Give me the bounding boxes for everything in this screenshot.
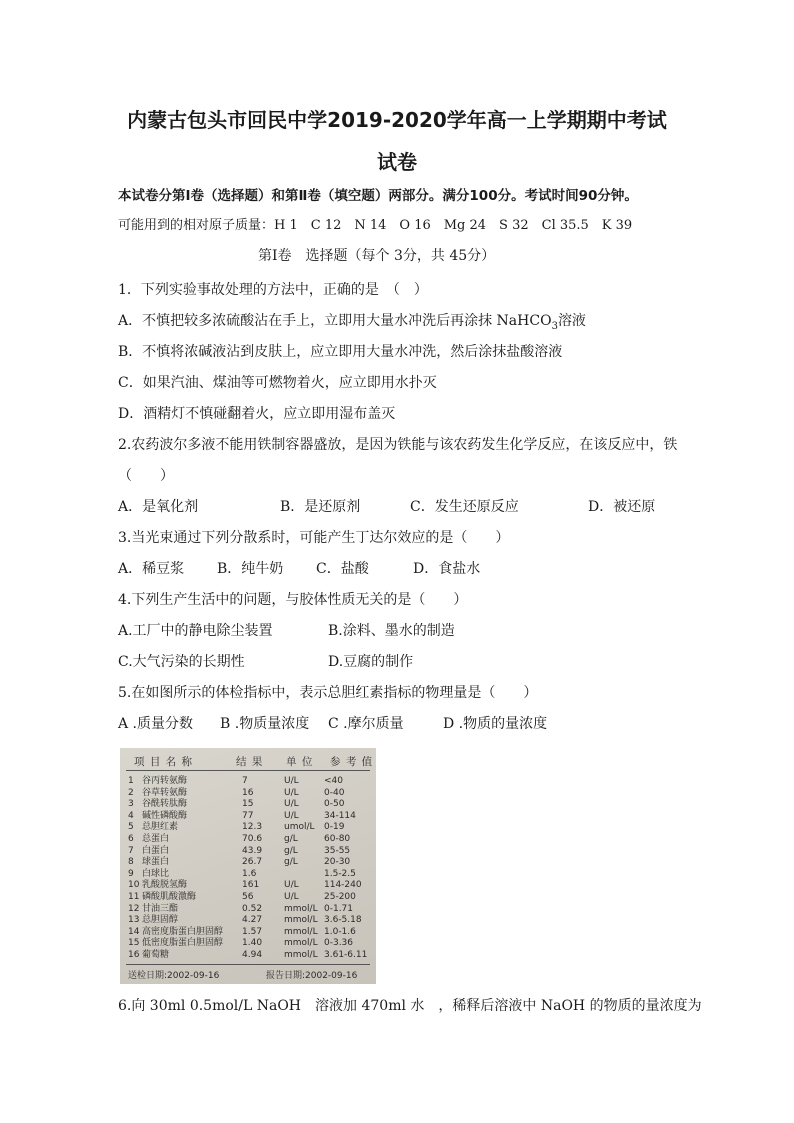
exam-intro: 本试卷分第Ⅰ卷（选择题）和第Ⅱ卷（填空题）两部分。满分100分。考试时间90分钟。	[118, 188, 638, 204]
row-result: 4.94	[242, 950, 263, 960]
row-unit: g/L	[284, 845, 298, 856]
q2-stem: 2.农药波尔多液不能用铁制容器盛放，是因为铁能与该农药发生化学反应，在该反应中，铁	[118, 437, 678, 453]
row-range: 34-114	[324, 810, 356, 821]
row-index: 16	[128, 950, 140, 960]
row-index: 3	[128, 799, 134, 810]
row-item: 甘油三酯	[142, 903, 179, 914]
row-item: 谷丙转氨酶	[142, 776, 188, 786]
row-unit: mmol/L	[284, 926, 318, 937]
row-item: 磷酸肌酸激酶	[142, 892, 197, 902]
row-result: 70.6	[242, 834, 263, 844]
header-divider	[126, 770, 370, 771]
row-result: 161	[242, 880, 260, 891]
row-index: 8	[128, 857, 134, 868]
row-item: 谷酰转肽酶	[142, 799, 188, 810]
q4-stem: 4.下列生产生活中的问题，与胶体性质无关的是（ ）	[118, 592, 468, 608]
report-date: 报告日期:2002-09-16	[266, 971, 358, 981]
row-range: 1.5-2.5	[324, 868, 356, 879]
header-reference: 参 考 值	[330, 756, 374, 768]
row-unit: U/L	[284, 892, 299, 902]
row-result: 1.40	[242, 938, 263, 949]
row-range: 3.61-6.11	[324, 950, 368, 960]
q4-option-a: A.工厂中的静电除尘装置	[118, 623, 273, 639]
row-item: 白蛋白	[142, 845, 170, 856]
row-item: 葡萄糖	[142, 950, 170, 960]
q1-option-c: C．如果汽油、煤油等可燃物着火，应立即用水扑灭	[118, 375, 437, 391]
row-item: 总蛋白	[142, 834, 170, 844]
row-range: 3.6-5.18	[324, 915, 362, 926]
row-range: 25-200	[324, 892, 356, 902]
row-unit: g/L	[284, 834, 298, 844]
q2-option-b: B．是还原剂	[280, 499, 361, 515]
row-unit: mmol/L	[284, 915, 318, 926]
row-result: 7	[242, 776, 248, 786]
row-range: 0-50	[324, 799, 345, 810]
row-index: 4	[128, 810, 134, 821]
row-result: 0.52	[242, 903, 263, 914]
row-unit: umol/L	[284, 822, 315, 833]
row-result: 1.57	[242, 926, 263, 937]
row-index: 11	[128, 892, 140, 902]
row-result: 77	[242, 810, 254, 821]
exam-title-line2: 试卷	[377, 150, 417, 174]
row-range: 20-30	[324, 857, 351, 868]
q4-option-c: C.大气污染的长期性	[118, 654, 245, 670]
row-unit: U/L	[284, 776, 299, 786]
q4-option-b: B.涂料、墨水的制造	[328, 623, 455, 639]
row-index: 1	[128, 776, 134, 786]
row-unit: U/L	[284, 880, 299, 891]
row-range: 0-3.36	[324, 938, 354, 949]
row-result: 1.6	[242, 868, 257, 879]
row-range: 35-55	[324, 845, 351, 856]
row-item: 白球比	[142, 868, 170, 879]
row-index: 2	[128, 787, 134, 798]
q5-option-a: A .质量分数	[118, 716, 194, 732]
row-item: 谷草转氨酶	[142, 787, 188, 798]
row-result: 12.3	[242, 822, 263, 833]
q3-option-c: C．盐酸	[316, 561, 369, 577]
row-index: 12	[128, 903, 140, 914]
row-unit: U/L	[284, 799, 299, 810]
row-result: 43.9	[242, 845, 263, 856]
row-range: 0-1.71	[324, 903, 354, 914]
q2-option-d: D．被还原	[588, 499, 656, 515]
row-item: 总胆红素	[142, 822, 179, 833]
row-item: 乳酸脱氢酶	[142, 880, 188, 891]
q4-option-d: D.豆腐的制作	[328, 654, 414, 670]
row-range: 1.0-1.6	[324, 926, 356, 937]
q1-option-d: D．酒精灯不慎碰翻着火，应立即用湿布盖灭	[118, 406, 396, 422]
row-result: 56	[242, 892, 254, 902]
row-index: 15	[128, 938, 140, 949]
row-index: 6	[128, 834, 134, 844]
row-item: 碱性磷酸酶	[142, 810, 188, 821]
row-item: 总胆固醇	[142, 915, 179, 926]
send-date: 送检日期:2002-09-16	[128, 971, 220, 981]
row-index: 9	[128, 868, 134, 879]
header-result: 结 果	[236, 756, 264, 768]
row-unit: U/L	[284, 810, 299, 821]
q3-stem: 3.当光束通过下列分散系时，可能产生丁达尔效应的是（ ）	[118, 530, 510, 546]
header-unit: 单 位	[286, 756, 314, 768]
row-item: 高密度脂蛋白胆固醇	[142, 926, 224, 937]
row-range: 0-40	[324, 787, 345, 798]
q6-stem: 6.向 30ml 0.5mol/L NaOH 溶液加 470ml 水 ，稀释后溶液中 NaOH 的物质的量浓度为	[118, 998, 702, 1014]
q3-option-d: D．食盐水	[413, 561, 481, 577]
row-unit: mmol/L	[284, 950, 318, 960]
row-unit: mmol/L	[284, 938, 318, 949]
row-range: <40	[324, 776, 343, 786]
row-result: 16	[242, 787, 254, 798]
row-item: 低密度脂蛋白胆固醇	[142, 938, 224, 949]
footer-divider	[126, 964, 370, 965]
row-result: 26.7	[242, 857, 263, 868]
row-index: 5	[128, 822, 134, 833]
row-index: 13	[128, 915, 140, 926]
row-range: 60-80	[324, 834, 351, 844]
row-result: 15	[242, 799, 254, 810]
row-unit: U/L	[284, 787, 299, 798]
row-unit: mmol/L	[284, 903, 318, 914]
header-item-name: 项 目 名 称	[134, 756, 194, 768]
row-range: 114-240	[324, 880, 362, 891]
row-item: 球蛋白	[142, 857, 170, 868]
atomic-masses: 可能用到的相对原子质量：H 1 C 12 N 14 O 16 Mg 24 S 32 Cl 35.5 K 39	[118, 218, 633, 233]
q3-option-b: B．纯牛奶	[217, 561, 284, 577]
row-index: 10	[128, 880, 140, 891]
q1-stem: 1．下列实验事故处理的方法中，正确的是 （ ）	[118, 282, 428, 298]
row-range: 0-19	[324, 822, 345, 833]
section-title: 第Ⅰ卷 选择题（每个 3分，共 45分）	[258, 248, 496, 264]
lab-report-image	[120, 748, 376, 984]
q5-option-d: D .物质的量浓度	[443, 716, 548, 732]
q5-stem: 5.在如图所示的体检指标中，表示总胆红素指标的物理量是（ ）	[118, 685, 538, 701]
q2-paren: （ ）	[118, 468, 174, 484]
q1-option-b: B．不慎将浓碱液沾到皮肤上，应立即用大量水冲洗，然后涂抹盐酸溶液	[118, 344, 563, 360]
row-index: 14	[128, 926, 140, 937]
q2-option-c: C．发生还原反应	[410, 499, 519, 515]
q2-option-a: A．是氧化剂	[118, 499, 199, 515]
q3-option-a: A．稀豆浆	[118, 561, 185, 577]
row-unit: g/L	[284, 857, 298, 868]
row-index: 7	[128, 845, 134, 856]
q1-option-a: A．不慎把较多浓硫酸沾在手上，立即用大量水冲洗后再涂抹 NaHCO$_3$溶液	[118, 313, 586, 332]
exam-title-line1: 内蒙古包头市回民中学2019-2020学年高一上学期期中考试	[127, 108, 667, 132]
q5-option-c: C .摩尔质量	[328, 716, 404, 732]
q5-option-b: B .物质量浓度	[220, 716, 310, 732]
row-result: 4.27	[242, 915, 263, 926]
